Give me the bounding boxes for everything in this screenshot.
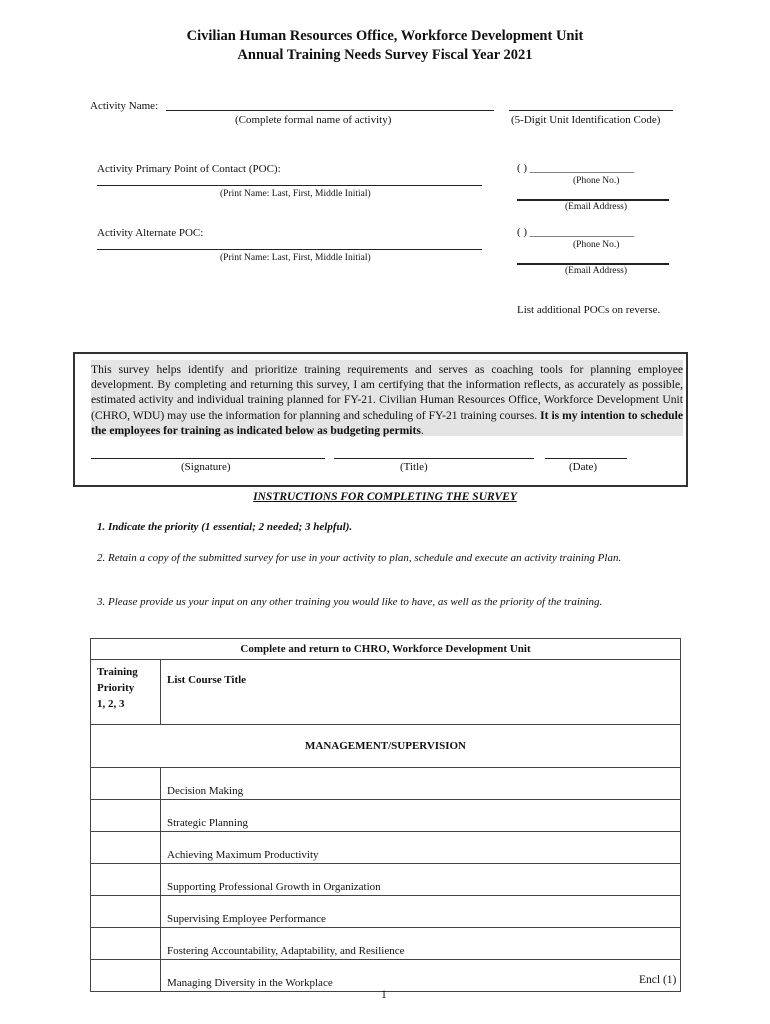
alternate-poc-name-caption: (Print Name: Last, First, Middle Initial) [220, 253, 371, 263]
alternate-poc-label: Activity Alternate POC: [97, 227, 204, 239]
table-row [91, 928, 681, 960]
alternate-phone-caption: (Phone No.) [573, 240, 620, 250]
priority-header-line-1: Training [97, 666, 138, 678]
course-title: Fostering Accountability, Adaptability, and Resilience [161, 928, 681, 960]
priority-input[interactable] [91, 896, 161, 928]
signature-caption: (Signature) [181, 461, 231, 473]
certification-intent-period: . [420, 423, 424, 437]
instructions-title: INSTRUCTIONS FOR COMPLETING THE SURVEY [253, 491, 517, 503]
alternate-email-caption: (Email Address) [565, 266, 628, 276]
course-title: Supporting Professional Growth in Organization [161, 864, 681, 896]
table-row [91, 960, 681, 992]
alternate-email-field[interactable] [517, 263, 669, 265]
course-title: Supervising Employee Performance [161, 896, 681, 928]
primary-email-caption: (Email Address) [565, 202, 628, 212]
table-row [91, 832, 681, 864]
certification-box [73, 352, 688, 487]
course-table [90, 638, 681, 992]
date-field[interactable] [545, 458, 627, 459]
course-title: Achieving Maximum Productivity [161, 832, 681, 864]
instruction-item-1: 1. Indicate the priority (1 essential; 2 needed; 3 helpful). [97, 521, 353, 533]
course-title: Strategic Planning [161, 800, 681, 832]
instruction-item-3: 3. Please provide us your input on any other training you would like to have, as well as the priority of the training. [97, 596, 603, 608]
signature-field[interactable] [91, 458, 325, 459]
uic-caption: (5-Digit Unit Identification Code) [511, 114, 661, 126]
table-row [91, 800, 681, 832]
table-row [91, 896, 681, 928]
primary-phone-caption: (Phone No.) [573, 176, 620, 186]
uic-field[interactable] [509, 110, 673, 111]
priority-header-line-3: 1, 2, 3 [97, 698, 125, 710]
section-header: MANAGEMENT/SUPERVISION [91, 725, 681, 768]
priority-input[interactable] [91, 928, 161, 960]
certification-text [91, 362, 683, 438]
priority-input[interactable] [91, 960, 161, 992]
additional-pocs-note: List additional POCs on reverse. [517, 304, 661, 316]
document-subtitle: Annual Training Needs Survey Fiscal Year 2021 [237, 47, 533, 63]
alternate-phone-field[interactable]: ( ) ___________________ [517, 226, 635, 238]
activity-name-field[interactable] [166, 110, 494, 111]
enclosure-label: Encl (1) [639, 974, 677, 986]
title-caption: (Title) [400, 461, 428, 473]
certification-body: This survey helps identify and prioritize training requirements and serves as coaching tools for planning employee development. By completing and returning this survey, I am certifying that the information reflects, as accurately as possible, estimated activity and individual training planned for FY-21. Civilian Human Resources Office, Workforce Development Unit (CHRO, WDU) may use the information for planning and scheduling of FY-21 training courses. [91, 363, 683, 422]
instruction-item-2-text: 2. Retain a copy of the submitted survey for use in your activity to plan, schedule and execute an activity training Plan. [97, 552, 622, 564]
priority-input[interactable] [91, 800, 161, 832]
primary-poc-name-field[interactable] [97, 185, 482, 186]
table-title: Complete and return to CHRO, Workforce Development Unit [91, 639, 681, 660]
table-row [91, 768, 681, 800]
priority-header-line-2: Priority [97, 682, 135, 694]
page-number: 1 [381, 989, 387, 1001]
title-field[interactable] [334, 458, 534, 459]
primary-poc-name-caption: (Print Name: Last, First, Middle Initial) [220, 189, 371, 199]
instruction-item-2 [97, 551, 687, 566]
priority-input[interactable] [91, 768, 161, 800]
course-title: Decision Making [161, 768, 681, 800]
alternate-poc-name-field[interactable] [97, 249, 482, 250]
priority-input[interactable] [91, 832, 161, 864]
activity-name-label: Activity Name: [90, 100, 159, 112]
priority-input[interactable] [91, 864, 161, 896]
activity-name-caption: (Complete formal name of activity) [235, 114, 392, 126]
certification-intent: It is my intention to schedule the employees for training as indicated below as budgeting permits [91, 408, 683, 437]
primary-email-field[interactable] [517, 199, 669, 201]
document-title: Civilian Human Resources Office, Workforce Development Unit [186, 28, 584, 44]
course-title-column-header: List Course Title [161, 660, 681, 725]
priority-column-header [91, 660, 161, 725]
date-caption: (Date) [569, 461, 598, 473]
table-row [91, 864, 681, 896]
course-title: Managing Diversity in the Workplace [161, 960, 681, 992]
primary-phone-field[interactable]: ( ) ___________________ [517, 162, 635, 174]
primary-poc-label: Activity Primary Point of Contact (POC): [97, 163, 281, 175]
